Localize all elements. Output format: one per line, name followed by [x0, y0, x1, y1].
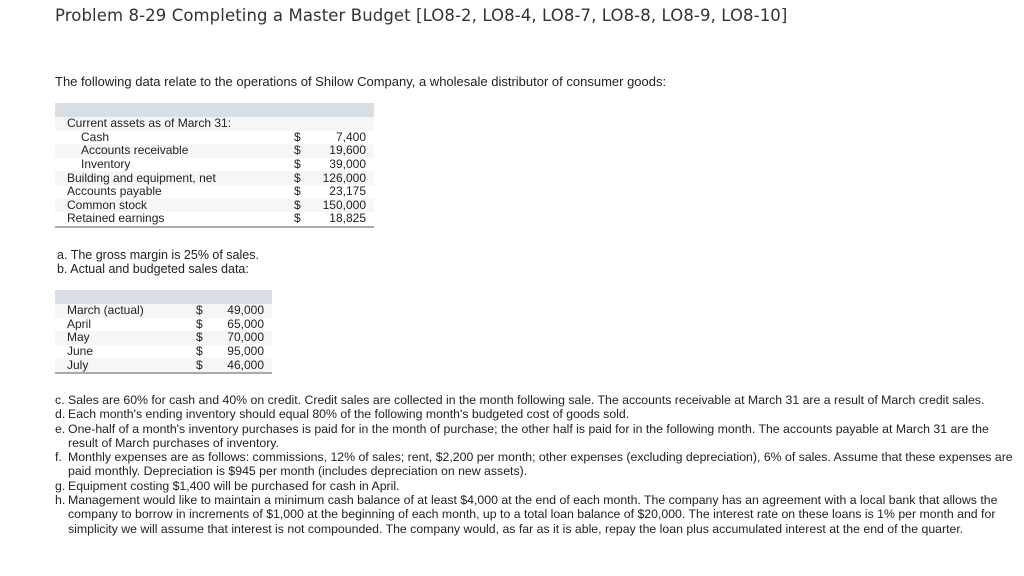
note-key: d. [55, 407, 66, 422]
currency-sign: $ [294, 184, 301, 199]
notes-ab [57, 248, 259, 276]
table-row [55, 318, 272, 332]
currency-sign: $ [294, 157, 301, 172]
note-text: Sales are 60% for cash and 40% on credit. Credit sales are collected in the month following sale. The accounts receivable at March 31 are a result of March credit sales. [68, 393, 985, 407]
currency-sign: $ [294, 144, 308, 158]
table-row [55, 345, 272, 359]
row-value: 46,000 [212, 358, 272, 373]
note-item [55, 407, 1015, 421]
row-value: 39,000 [329, 157, 366, 172]
row-label: Retained earnings [55, 212, 294, 227]
row-label: Cash [81, 129, 110, 144]
currency-sign: $ [294, 129, 301, 144]
currency-sign: $ [196, 316, 203, 331]
balance-heading: Current assets as of March 31: [55, 117, 374, 131]
row-value: 70,000 [212, 331, 272, 345]
note-key: h. [55, 493, 66, 508]
note-item [55, 479, 1015, 493]
note-key: c. [55, 393, 65, 407]
note-item [55, 393, 1015, 407]
table-row [55, 212, 374, 227]
note-key: e. [55, 421, 66, 436]
currency-sign: $ [196, 358, 212, 373]
row-value: 19,600 [308, 144, 374, 158]
note-a: a. The gross margin is 25% of sales. [57, 248, 259, 262]
table-row [55, 171, 374, 185]
row-value: 7,400 [335, 129, 366, 144]
note-text: Management would like to maintain a minimum cash balance of at least $4,000 at the end of each month. The company has an agreement with a local bank that allows the company to borrow in increments of $1,000 at the beginning of each month, up to a total loan balance of $20,000. The interest rate on these loans is 1% per month and for simplicity we will assume that interest is not compounded. The company would, as far as it is able, repay the loan plus accumulated interest at the end of the quarter. [68, 493, 998, 536]
sales-table [55, 290, 272, 374]
row-value: 65,000 [227, 316, 264, 331]
row-label: Accounts payable [67, 184, 162, 199]
note-item [55, 493, 1015, 536]
row-label: July [55, 358, 196, 373]
currency-sign: $ [294, 212, 308, 227]
currency-sign: $ [294, 199, 308, 213]
row-value: 23,175 [329, 184, 366, 199]
note-text: Equipment costing $1,400 will be purchased for cash in April. [68, 478, 400, 493]
note-item [55, 450, 1015, 479]
problem-title: Problem 8-29 Completing a Master Budget [LO8-2, LO8-4, LO8-7, LO8-8, LO8-9, LO8-10] [55, 6, 788, 25]
table-row [55, 199, 374, 213]
currency-sign: $ [294, 171, 308, 185]
row-label: May [55, 331, 196, 345]
row-value: 18,825 [308, 212, 374, 227]
row-value: 95,000 [227, 344, 264, 359]
balance-table [55, 103, 374, 228]
table-row [55, 358, 272, 373]
note-b: b. Actual and budgeted sales data: [57, 262, 249, 276]
table-row [55, 304, 272, 318]
row-label: June [67, 344, 94, 359]
row-value: 49,000 [212, 304, 272, 318]
currency-sign: $ [196, 331, 212, 345]
table-row [55, 131, 374, 145]
note-text: Monthly expenses are as follows: commissions, 12% of sales; rent, $2,200 per month; other expenses (excluding depreciation), 6% of sales. Assume that these expenses are paid monthly. Depreciation is $945 per month (includes depreciation on new assets). [68, 450, 1013, 479]
table-row [55, 158, 374, 172]
row-value: 150,000 [308, 199, 374, 213]
notes-list [55, 393, 1015, 536]
row-label: Inventory [81, 157, 131, 172]
row-label: April [67, 316, 92, 331]
row-label: March (actual) [55, 304, 196, 318]
note-key: f. [55, 450, 62, 465]
row-label: Accounts receivable [55, 144, 294, 158]
intro-text: The following data relate to the operations of Shilow Company, a wholesale distributor of consumer goods: [55, 74, 667, 89]
currency-sign: $ [196, 304, 212, 318]
row-label: Building and equipment, net [55, 171, 294, 185]
row-label: Common stock [55, 199, 294, 213]
note-text: Each month's ending inventory should equal 80% of the following month's budgeted cost of goods sold. [68, 407, 630, 422]
table-row [55, 185, 374, 199]
note-key: g. [55, 478, 66, 493]
row-value: 126,000 [308, 171, 374, 185]
note-item [55, 422, 1015, 451]
table-row [55, 144, 374, 158]
currency-sign: $ [196, 344, 203, 359]
note-text: One-half of a month's inventory purchases is paid for in the month of purchase; the other half is paid for in the following month. The accounts payable at March 31 are the result of March purchases of inventory. [68, 421, 989, 450]
table-row [55, 331, 272, 345]
